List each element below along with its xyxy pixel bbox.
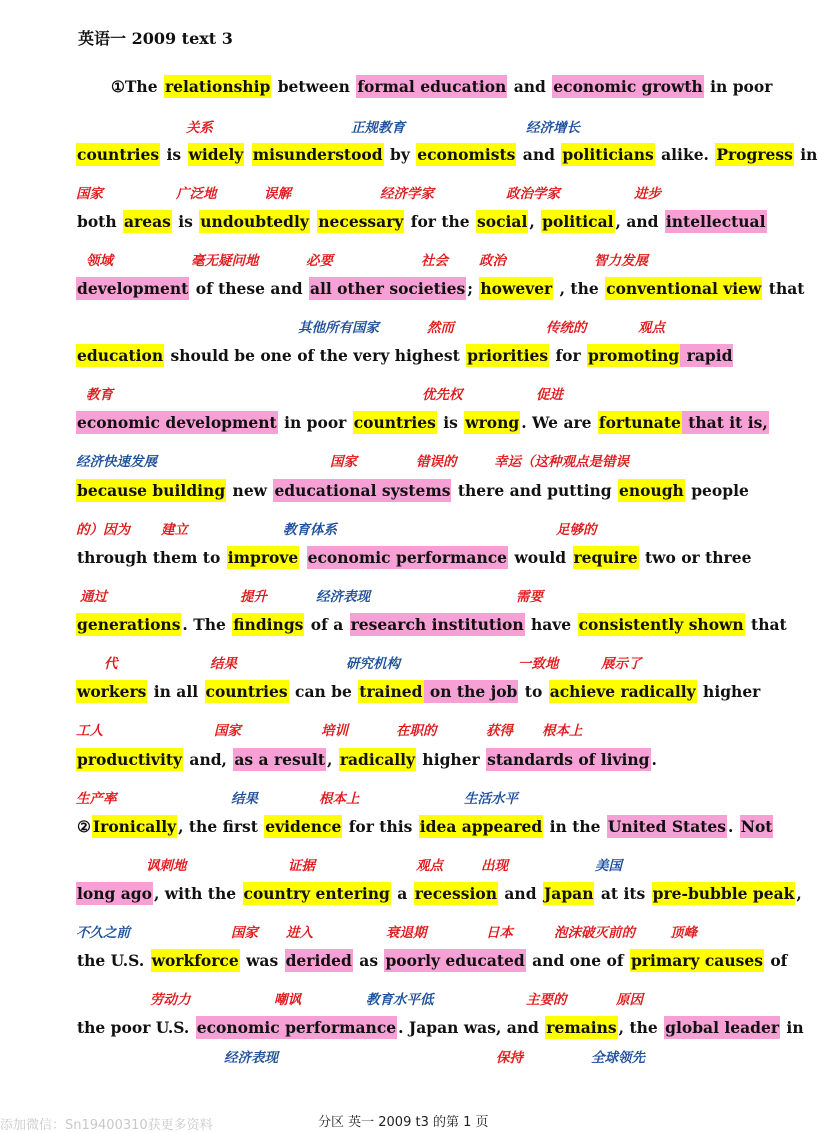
plain-text: and — [498, 884, 542, 903]
plain-text: was — [240, 951, 284, 970]
highlighted-phrase: conventional view — [606, 279, 762, 298]
text-line — [76, 408, 780, 438]
chinese-annotation: 保持 — [496, 1050, 523, 1066]
chinese-annotation: 教育体系 — [283, 522, 337, 538]
chinese-annotation: 美国 — [595, 858, 622, 874]
plain-text: of these and — [190, 279, 308, 298]
highlighted-phrase: recession — [414, 884, 497, 903]
chinese-annotation: 根本上 — [319, 791, 360, 807]
watermark-text: 添加微信：Sn19400310获更多资料 — [0, 1118, 213, 1133]
chinese-annotation: 政治 — [479, 253, 506, 269]
plain-text: to — [519, 682, 548, 701]
highlighted-phrase: development — [77, 279, 189, 298]
chinese-annotation: 优先权 — [422, 387, 463, 403]
annotation-row — [76, 585, 790, 607]
chinese-annotation: 需要 — [516, 589, 543, 605]
chinese-annotation: 培训 — [321, 723, 348, 739]
plain-text: , — [796, 884, 802, 903]
text-line — [110, 72, 780, 102]
highlighted-phrase: evidence — [265, 817, 342, 836]
chinese-annotation: 在职的 — [396, 723, 437, 739]
plain-text: . Japan was, and — [398, 1018, 545, 1037]
highlighted-phrase: idea appeared — [419, 817, 543, 836]
highlighted-phrase: however — [480, 279, 553, 298]
plain-text: and — [508, 77, 552, 96]
highlighted-phrase: productivity — [77, 750, 182, 769]
chinese-annotation: 幸运（这种观点是错误 — [494, 454, 629, 470]
chinese-annotation: 劳动力 — [150, 992, 191, 1008]
plain-text: through them to — [77, 548, 226, 567]
annotation-row — [76, 921, 790, 943]
plain-text: higher — [417, 750, 486, 769]
plain-text: and — [517, 145, 561, 164]
annotation-row — [76, 719, 790, 741]
highlighted-phrase: countries — [205, 682, 288, 701]
chinese-annotation: 社会 — [421, 253, 448, 269]
highlighted-phrase: Japan — [543, 884, 594, 903]
highlighted-phrase: political — [542, 212, 614, 231]
chinese-annotation: 误解 — [264, 186, 291, 202]
plain-text: people — [685, 481, 749, 500]
annotation-row — [76, 116, 790, 138]
plain-text: . We are — [521, 413, 597, 432]
chinese-annotation: 进入 — [286, 925, 313, 941]
plain-text: and, — [184, 750, 233, 769]
chinese-annotation: 经济表现 — [224, 1050, 278, 1066]
chinese-annotation: 促进 — [536, 387, 563, 403]
plain-text: in poor — [704, 77, 773, 96]
text-line — [76, 677, 780, 707]
highlighted-phrase: poorly educated — [385, 951, 525, 970]
chinese-annotation: 通过 — [80, 589, 107, 605]
chinese-annotation: 毫无疑问地 — [191, 253, 259, 269]
plain-text: is — [161, 145, 187, 164]
highlighted-phrase: United States — [607, 817, 726, 836]
page-footer: 分区 英一 2009 t3 的第 1 页 — [318, 1115, 489, 1130]
highlighted-phrase: intellectual — [665, 212, 766, 231]
chinese-annotation: 正规教育 — [351, 120, 405, 136]
highlighted-phrase: consistently shown — [578, 615, 744, 634]
highlighted-phrase: generations — [77, 615, 181, 634]
text-line — [76, 341, 780, 371]
highlighted-phrase: rapid — [681, 346, 733, 365]
chinese-annotation: 出现 — [481, 858, 508, 874]
annotation-row — [76, 518, 790, 540]
chinese-annotation: 提升 — [240, 589, 267, 605]
chinese-annotation: 的）因为 — [76, 522, 130, 538]
plain-text: . — [727, 817, 739, 836]
highlighted-phrase: radically — [339, 750, 416, 769]
text-line — [76, 274, 805, 304]
chinese-annotation: 主要的 — [526, 992, 567, 1008]
chinese-annotation: 代 — [104, 656, 118, 672]
chinese-annotation: 不久之前 — [76, 925, 130, 941]
highlighted-phrase: education — [77, 346, 164, 365]
chinese-annotation: 研究机构 — [346, 656, 400, 672]
highlighted-phrase: promoting — [588, 346, 680, 365]
plain-text: have — [525, 615, 577, 634]
chinese-annotation: 国家 — [330, 454, 357, 470]
chinese-annotation: 生产率 — [76, 791, 117, 807]
highlighted-phrase: economic growth — [553, 77, 703, 96]
highlighted-phrase: economic performance — [307, 548, 508, 567]
plain-text: new — [227, 481, 273, 500]
chinese-annotation: 原因 — [616, 992, 643, 1008]
chinese-annotation: 教育水平低 — [366, 992, 434, 1008]
highlighted-phrase: remains — [546, 1018, 617, 1037]
chinese-annotation: 泡沫破灭前的 — [554, 925, 635, 941]
chinese-annotation: 教育 — [86, 387, 113, 403]
plain-text: in — [781, 1018, 804, 1037]
plain-text: is — [437, 413, 464, 432]
chinese-annotation: 必要 — [306, 253, 333, 269]
chinese-annotation: 嘲讽 — [274, 992, 301, 1008]
chinese-annotation: 根本上 — [542, 723, 583, 739]
highlighted-phrase: research institution — [350, 615, 524, 634]
plain-text: as — [353, 951, 384, 970]
document-title: 英语一 2009 text 3 — [78, 29, 233, 48]
plain-text: in poor — [278, 413, 352, 432]
highlighted-phrase: require — [573, 548, 638, 567]
chinese-annotation: 结果 — [231, 791, 258, 807]
highlighted-phrase: widely — [188, 145, 244, 164]
highlighted-phrase: all other societies — [309, 279, 466, 298]
text-line — [76, 207, 780, 237]
chinese-annotation: 观点 — [638, 320, 665, 336]
highlighted-phrase: that it is, — [682, 413, 768, 432]
plain-text: in the — [544, 817, 606, 836]
plain-text: between — [272, 77, 356, 96]
plain-text: alike. — [655, 145, 715, 164]
highlighted-phrase: economic performance — [196, 1018, 397, 1037]
highlighted-phrase: countries — [353, 413, 436, 432]
highlighted-phrase: country entering — [243, 884, 390, 903]
highlighted-phrase: standards of living — [487, 750, 650, 769]
highlighted-phrase: global leader — [665, 1018, 780, 1037]
plain-text: at its — [595, 884, 651, 903]
text-line — [76, 745, 780, 775]
plain-text: by — [384, 145, 416, 164]
annotation-row — [76, 787, 790, 809]
chinese-annotation: 顶峰 — [670, 925, 697, 941]
chinese-annotation: 证据 — [288, 858, 315, 874]
plain-text: that — [763, 279, 805, 298]
annotation-row — [76, 652, 790, 674]
plain-text: , the — [618, 1018, 664, 1037]
chinese-annotation: 国家 — [76, 186, 103, 202]
annotation-row — [76, 182, 790, 204]
chinese-annotation: 展示了 — [601, 656, 642, 672]
plain-text: a — [391, 884, 413, 903]
text-line — [76, 879, 802, 909]
highlighted-phrase: Not — [740, 817, 773, 836]
chinese-annotation: 智力发展 — [594, 253, 648, 269]
highlighted-phrase: areas — [124, 212, 171, 231]
plain-text — [244, 143, 251, 166]
highlighted-phrase: economists — [417, 145, 516, 164]
highlighted-phrase: on the job — [424, 682, 518, 701]
plain-text: of — [764, 951, 788, 970]
chinese-annotation: 全球领先 — [591, 1050, 645, 1066]
annotation-row — [76, 854, 790, 876]
plain-text: , and — [615, 212, 664, 231]
plain-text: , — [529, 212, 541, 231]
highlighted-phrase: priorities — [467, 346, 549, 365]
highlighted-phrase: undoubtedly — [200, 212, 309, 231]
highlighted-phrase: politicians — [562, 145, 654, 164]
highlighted-phrase: primary causes — [630, 951, 763, 970]
text-line — [76, 543, 780, 573]
highlighted-phrase: Progress — [716, 145, 793, 164]
plain-text: should be one of the very highest — [165, 346, 466, 365]
highlighted-phrase: workforce — [151, 951, 239, 970]
plain-text: and one of — [526, 951, 629, 970]
text-line — [76, 812, 780, 842]
text-line — [76, 946, 788, 976]
highlighted-phrase: improve — [227, 548, 299, 567]
chinese-annotation: 结果 — [210, 656, 237, 672]
plain-text: the poor U.S. — [77, 1018, 195, 1037]
highlighted-phrase: misunderstood — [252, 145, 383, 164]
plain-text: would — [509, 548, 572, 567]
chinese-annotation: 建立 — [161, 522, 188, 538]
plain-text: is — [172, 212, 199, 231]
plain-text — [299, 546, 306, 569]
plain-text: two or three — [639, 548, 752, 567]
text-line — [76, 1013, 804, 1043]
highlighted-phrase: necessary — [318, 212, 404, 231]
chinese-annotation: 进步 — [634, 186, 661, 202]
chinese-annotation: 其他所有国家 — [298, 320, 379, 336]
plain-text: . The — [182, 615, 232, 634]
plain-text: higher — [697, 682, 761, 701]
highlighted-phrase: educational systems — [274, 481, 451, 500]
annotation-row — [76, 249, 790, 271]
chinese-annotation: 讽刺地 — [146, 858, 187, 874]
chinese-annotation: 关系 — [186, 120, 213, 136]
highlighted-phrase: enough — [618, 481, 684, 500]
plain-text: for this — [343, 817, 418, 836]
text-line — [76, 140, 818, 170]
chinese-annotation: 衰退期 — [386, 925, 427, 941]
plain-text: , the first — [178, 817, 264, 836]
plain-text: ; — [467, 279, 479, 298]
annotation-row — [76, 988, 790, 1010]
plain-text: ①The — [111, 77, 163, 96]
highlighted-phrase: pre-bubble peak — [652, 884, 795, 903]
highlighted-phrase: because building — [77, 481, 226, 500]
chinese-annotation: 国家 — [231, 925, 258, 941]
chinese-annotation: 获得 — [486, 723, 513, 739]
plain-text: both — [77, 212, 123, 231]
chinese-annotation: 经济快速发展 — [76, 454, 157, 470]
highlighted-phrase: relationship — [164, 77, 271, 96]
chinese-annotation: 广泛地 — [176, 186, 217, 202]
chinese-annotation: 经济表现 — [316, 589, 370, 605]
highlighted-phrase: fortunate — [598, 413, 681, 432]
chinese-annotation: 政治学家 — [506, 186, 560, 202]
plain-text: there and putting — [452, 481, 617, 500]
highlighted-phrase: trained — [359, 682, 423, 701]
highlighted-phrase: wrong — [465, 413, 520, 432]
chinese-annotation: 经济增长 — [526, 120, 580, 136]
plain-text: , the — [554, 279, 605, 298]
chinese-annotation: 一致地 — [518, 656, 559, 672]
chinese-annotation: 领域 — [86, 253, 113, 269]
highlighted-phrase: Ironically — [92, 817, 177, 836]
highlighted-phrase: findings — [233, 615, 304, 634]
plain-text: for the — [405, 212, 476, 231]
chinese-annotation: 生活水平 — [464, 791, 518, 807]
highlighted-phrase: long ago — [77, 884, 152, 903]
plain-text: that — [745, 615, 787, 634]
chinese-annotation: 经济学家 — [380, 186, 434, 202]
highlighted-phrase: social — [477, 212, 528, 231]
annotation-row — [76, 450, 790, 472]
chinese-annotation: 错误的 — [416, 454, 457, 470]
highlighted-phrase: economic development — [77, 413, 277, 432]
annotation-row — [76, 383, 790, 405]
chinese-annotation: 日本 — [486, 925, 513, 941]
plain-text: , with the — [153, 884, 242, 903]
highlighted-phrase: achieve radically — [549, 682, 696, 701]
chinese-annotation: 传统的 — [546, 320, 587, 336]
plain-text: can be — [289, 682, 358, 701]
chinese-annotation: 工人 — [76, 723, 103, 739]
plain-text: of a — [305, 615, 349, 634]
text-line — [76, 610, 787, 640]
plain-text: . — [651, 750, 657, 769]
plain-text: ② — [77, 817, 91, 836]
chinese-annotation: 国家 — [214, 723, 241, 739]
plain-text: the U.S. — [77, 951, 150, 970]
highlighted-phrase: countries — [77, 145, 160, 164]
plain-text: in all — [148, 682, 204, 701]
chinese-annotation: 然而 — [427, 320, 454, 336]
annotation-row — [76, 316, 790, 338]
text-line — [76, 476, 780, 506]
chinese-annotation: 足够的 — [556, 522, 597, 538]
highlighted-phrase: derided — [285, 951, 352, 970]
highlighted-phrase: workers — [77, 682, 147, 701]
highlighted-phrase: as a result — [234, 750, 326, 769]
plain-text: for — [550, 346, 587, 365]
annotation-row — [76, 1046, 790, 1068]
highlighted-phrase: formal education — [357, 77, 507, 96]
chinese-annotation: 观点 — [416, 858, 443, 874]
plain-text: in — [794, 145, 818, 164]
plain-text: , — [327, 750, 338, 769]
